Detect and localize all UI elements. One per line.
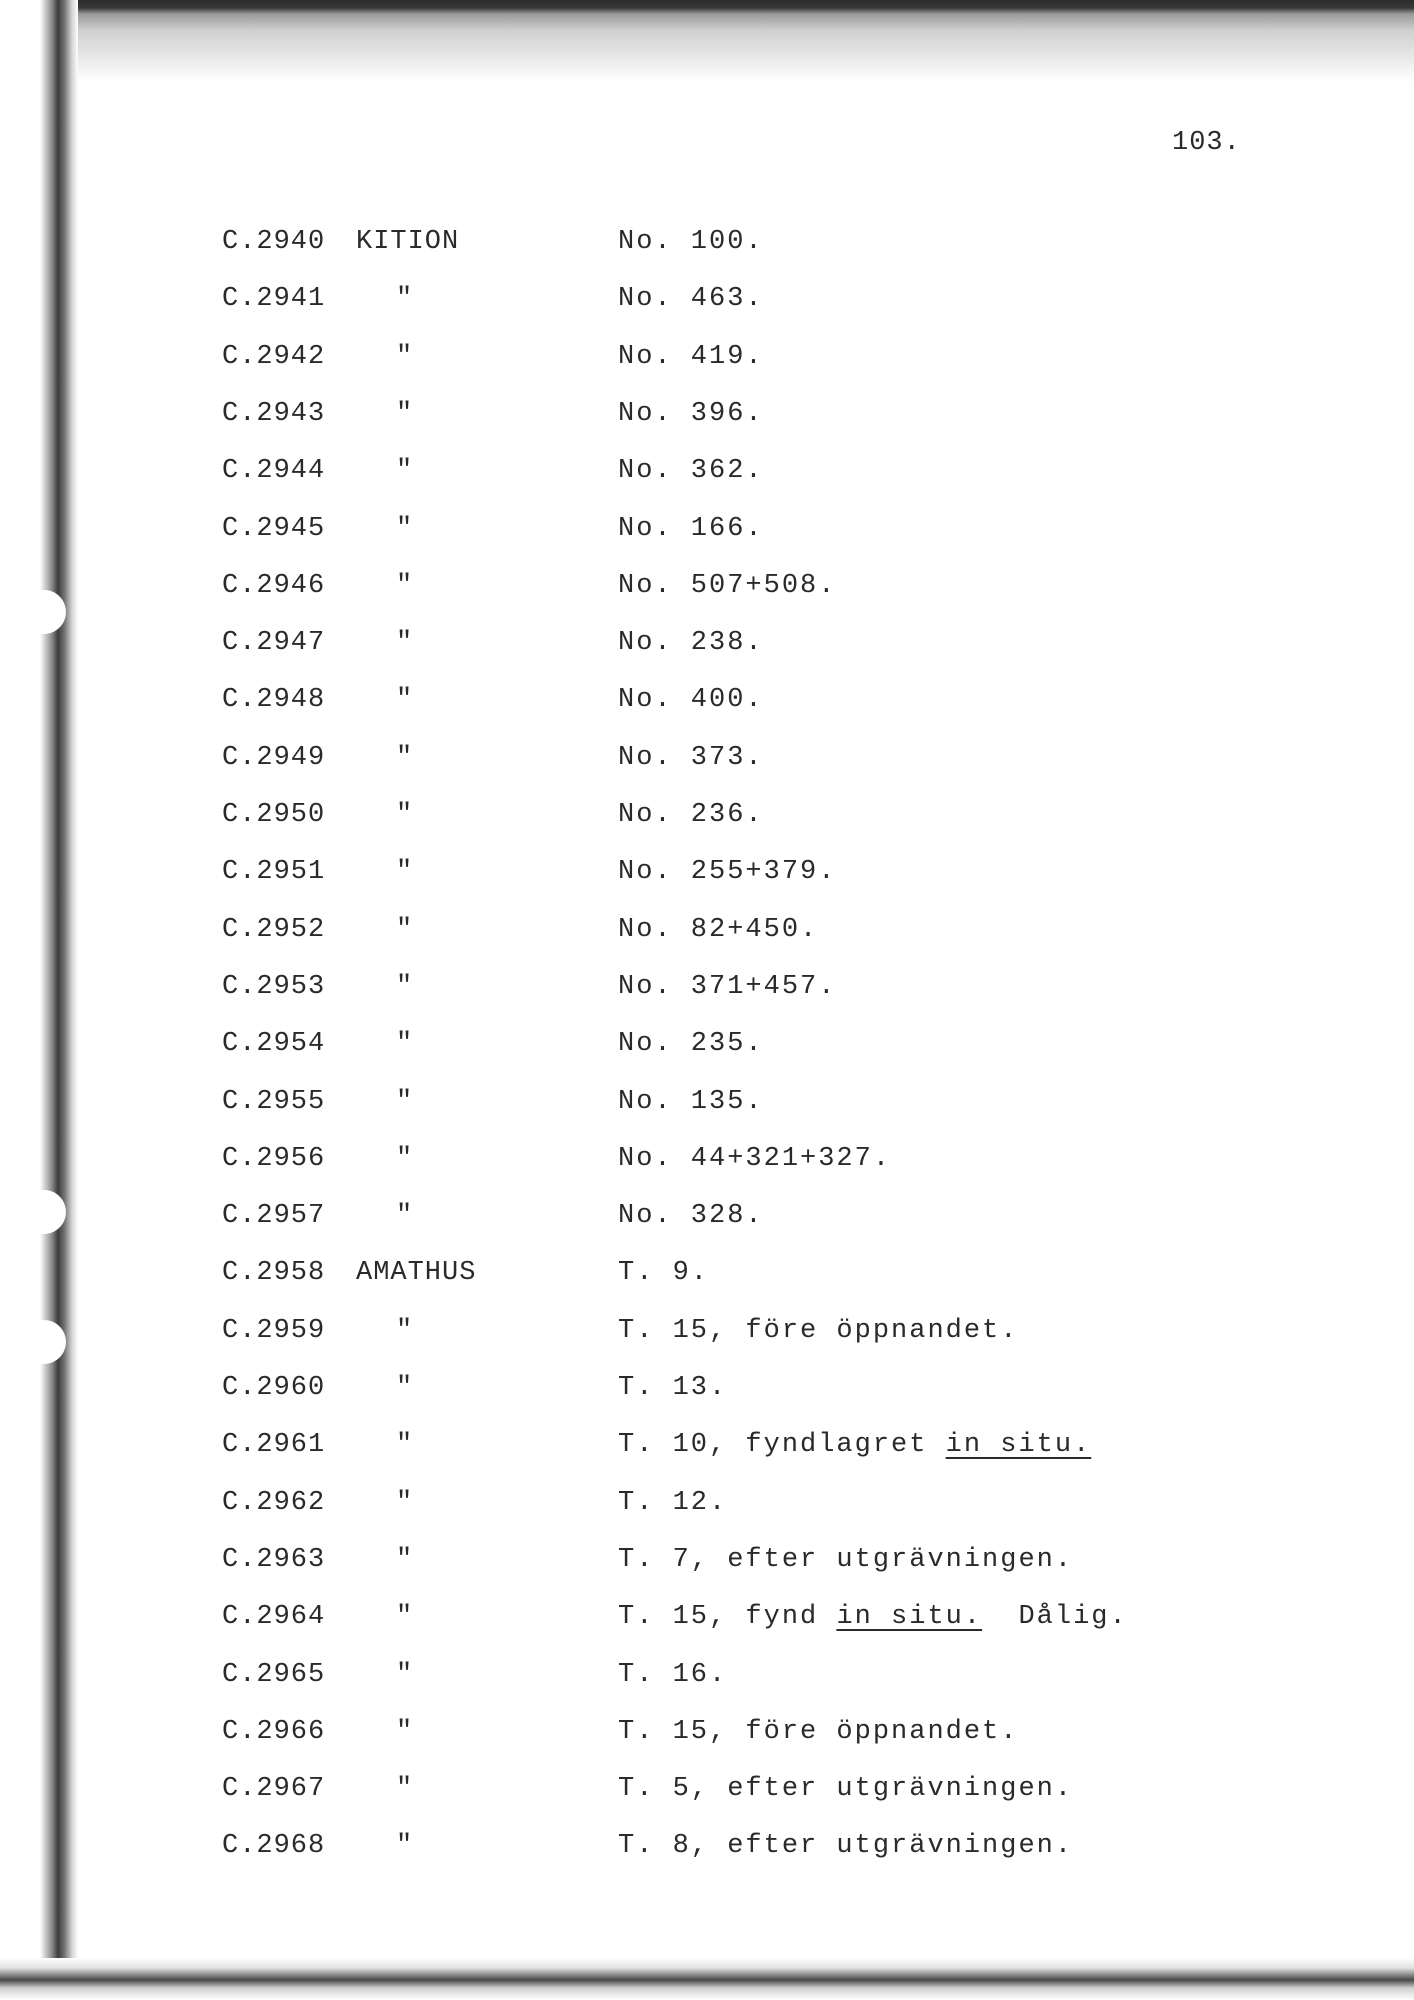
- description-text: No. 419.: [618, 342, 764, 372]
- catalogue-description: [618, 1712, 1018, 1752]
- site-name: KITION: [356, 227, 460, 257]
- description-text: No. 166.: [618, 514, 764, 544]
- catalogue-description: [618, 279, 764, 319]
- description-text: No. 362.: [618, 456, 764, 486]
- description-text: T. 13.: [618, 1373, 728, 1403]
- catalogue-description: [618, 1597, 1128, 1637]
- description-text: No. 328.: [618, 1201, 764, 1231]
- catalogue-code: C.2954: [222, 1029, 326, 1059]
- ditto-mark: ": [396, 1602, 413, 1632]
- catalogue-row: [0, 1769, 1414, 1809]
- ditto-mark: ": [396, 1316, 413, 1346]
- catalogue-row: [0, 222, 1414, 262]
- catalogue-row: [0, 738, 1414, 778]
- catalogue-description: [618, 1655, 727, 1695]
- ditto-mark: ": [396, 1201, 413, 1231]
- catalogue-code: C.2942: [222, 342, 326, 372]
- catalogue-code: C.2968: [222, 1831, 326, 1861]
- ditto-mark: ": [396, 399, 413, 429]
- catalogue-code: C.2944: [222, 456, 326, 486]
- catalogue-code: C.2946: [222, 571, 326, 601]
- catalogue-description: [618, 1024, 764, 1064]
- ditto-mark: ": [396, 1660, 413, 1690]
- catalogue-code: C.2963: [222, 1545, 326, 1575]
- ditto-mark: ": [396, 628, 413, 658]
- catalogue-description: [618, 566, 836, 606]
- catalogue-code: C.2956: [222, 1144, 326, 1174]
- description-text: No. 396.: [618, 399, 764, 429]
- description-text: No. 238.: [618, 628, 764, 658]
- catalogue-code: C.2961: [222, 1430, 326, 1460]
- catalogue-row: [0, 566, 1414, 606]
- catalogue-row: [0, 1196, 1414, 1236]
- catalogue-code: C.2962: [222, 1488, 326, 1518]
- ditto-mark: ": [396, 571, 413, 601]
- description-text: No. 82+450.: [618, 915, 819, 945]
- catalogue-description: [618, 1769, 1073, 1809]
- description-text: No. 463.: [618, 284, 764, 314]
- catalogue-description: [618, 1425, 1091, 1465]
- description-text: T. 7, efter utgrävningen.: [618, 1545, 1074, 1575]
- catalogue-description: [618, 1540, 1073, 1580]
- description-text: T. 12.: [618, 1488, 728, 1518]
- catalogue-description: [618, 337, 764, 377]
- page-number: 103.: [1172, 128, 1241, 158]
- catalogue-code: C.2949: [222, 743, 326, 773]
- catalogue-description: [618, 394, 764, 434]
- catalogue-description: [618, 852, 836, 892]
- catalogue-code: C.2940: [222, 227, 326, 257]
- site-name: AMATHUS: [356, 1258, 477, 1288]
- catalogue-code: C.2948: [222, 685, 326, 715]
- catalogue-description: [618, 1139, 891, 1179]
- catalogue-code: C.2943: [222, 399, 326, 429]
- catalogue-code: C.2967: [222, 1774, 326, 1804]
- catalogue-row: [0, 967, 1414, 1007]
- ditto-mark: ": [396, 1430, 413, 1460]
- description-text: No. 236.: [618, 800, 764, 830]
- description-text: T. 15, före öppnandet.: [618, 1316, 1019, 1346]
- catalogue-row: [0, 1082, 1414, 1122]
- catalogue-code: C.2951: [222, 857, 326, 887]
- catalogue-description: [618, 509, 764, 549]
- description-text: T. 5, efter utgrävningen.: [618, 1774, 1074, 1804]
- scan-top-edge: [0, 0, 1414, 82]
- catalogue-row: [0, 1483, 1414, 1523]
- catalogue-code: C.2952: [222, 915, 326, 945]
- catalogue-description: [618, 1483, 727, 1523]
- catalogue-code: C.2960: [222, 1373, 326, 1403]
- catalogue-description: [618, 1082, 764, 1122]
- catalogue-code: C.2947: [222, 628, 326, 658]
- catalogue-row: [0, 1425, 1414, 1465]
- catalogue-row: [0, 910, 1414, 950]
- underlined-text: in situ.: [836, 1602, 983, 1632]
- underlined-text: in situ.: [945, 1430, 1092, 1460]
- catalogue-code: C.2950: [222, 800, 326, 830]
- description-text: No. 100.: [618, 227, 764, 257]
- catalogue-row: [0, 623, 1414, 663]
- catalogue-code: C.2965: [222, 1660, 326, 1690]
- catalogue-description: [618, 1311, 1018, 1351]
- description-text: No. 235.: [618, 1029, 764, 1059]
- catalogue-row: [0, 680, 1414, 720]
- catalogue-code: C.2957: [222, 1201, 326, 1231]
- catalogue-description: [618, 222, 764, 262]
- description-text: No. 507+508.: [618, 571, 837, 601]
- catalogue-description: [618, 680, 764, 720]
- catalogue-description: [618, 1368, 727, 1408]
- catalogue-row: [0, 1597, 1414, 1637]
- description-text: T. 8, efter utgrävningen.: [618, 1831, 1074, 1861]
- ditto-mark: ": [396, 743, 413, 773]
- catalogue-row: [0, 509, 1414, 549]
- description-text: T. 15, före öppnandet.: [618, 1717, 1019, 1747]
- description-text: T. 16.: [618, 1660, 728, 1690]
- catalogue-row: [0, 1311, 1414, 1351]
- catalogue-row: [0, 394, 1414, 434]
- description-text: No. 371+457.: [618, 972, 837, 1002]
- ditto-mark: ": [396, 456, 413, 486]
- catalogue-row: [0, 1826, 1414, 1866]
- ditto-mark: ": [396, 514, 413, 544]
- catalogue-row: [0, 337, 1414, 377]
- catalogue-code: C.2966: [222, 1717, 326, 1747]
- catalogue-row: [0, 1024, 1414, 1064]
- ditto-mark: ": [396, 1774, 413, 1804]
- ditto-mark: ": [396, 972, 413, 1002]
- description-text: No. 373.: [618, 743, 764, 773]
- catalogue-description: [618, 1196, 764, 1236]
- description-text: T. 9.: [618, 1258, 710, 1288]
- catalogue-code: C.2945: [222, 514, 326, 544]
- ditto-mark: ": [396, 342, 413, 372]
- catalogue-row: [0, 451, 1414, 491]
- scan-bottom-edge: [0, 1958, 1414, 2000]
- catalogue-row: [0, 1540, 1414, 1580]
- catalogue-code: C.2953: [222, 972, 326, 1002]
- catalogue-code: C.2958: [222, 1258, 326, 1288]
- catalogue-code: C.2955: [222, 1087, 326, 1117]
- description-text-after: Dålig.: [982, 1602, 1128, 1632]
- ditto-mark: ": [396, 1144, 413, 1174]
- description-text: T. 15, fynd: [618, 1602, 837, 1632]
- description-text: No. 135.: [618, 1087, 764, 1117]
- catalogue-description: [618, 738, 764, 778]
- ditto-mark: ": [396, 685, 413, 715]
- ditto-mark: ": [396, 1545, 413, 1575]
- catalogue-description: [618, 967, 836, 1007]
- catalogue-code: C.2941: [222, 284, 326, 314]
- catalogue-description: [618, 451, 764, 491]
- catalogue-row: [0, 795, 1414, 835]
- ditto-mark: ": [396, 1717, 413, 1747]
- description-text: No. 44+321+327.: [618, 1144, 892, 1174]
- catalogue-row: [0, 1139, 1414, 1179]
- ditto-mark: ": [396, 1029, 413, 1059]
- catalogue-description: [618, 910, 818, 950]
- catalogue-row: [0, 852, 1414, 892]
- catalogue-row: [0, 1712, 1414, 1752]
- catalogue-code: C.2959: [222, 1316, 326, 1346]
- catalogue-description: [618, 795, 764, 835]
- ditto-mark: ": [396, 800, 413, 830]
- catalogue-code: C.2964: [222, 1602, 326, 1632]
- catalogue-row: [0, 1253, 1414, 1293]
- catalogue-row: [0, 1368, 1414, 1408]
- ditto-mark: ": [396, 284, 413, 314]
- catalogue-description: [618, 623, 764, 663]
- description-text: T. 10, fyndlagret: [618, 1430, 946, 1460]
- catalogue-description: [618, 1253, 709, 1293]
- ditto-mark: ": [396, 1373, 413, 1403]
- ditto-mark: ": [396, 857, 413, 887]
- catalogue-row: [0, 1655, 1414, 1695]
- description-text: No. 400.: [618, 685, 764, 715]
- description-text: No. 255+379.: [618, 857, 837, 887]
- ditto-mark: ": [396, 915, 413, 945]
- catalogue-row: [0, 279, 1414, 319]
- catalogue-description: [618, 1826, 1073, 1866]
- ditto-mark: ": [396, 1488, 413, 1518]
- ditto-mark: ": [396, 1831, 413, 1861]
- ditto-mark: ": [396, 1087, 413, 1117]
